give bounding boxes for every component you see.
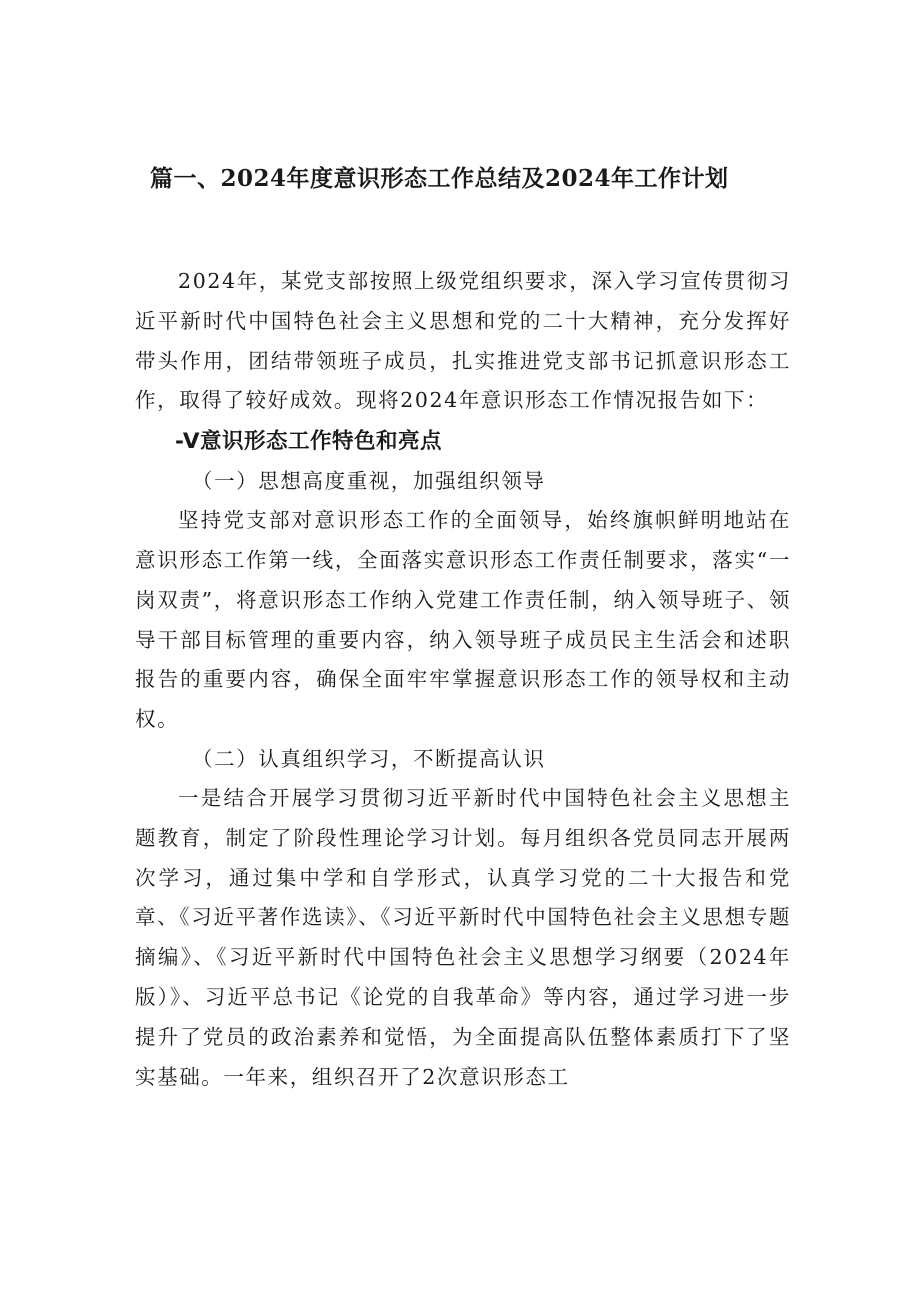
subsection-heading-2: （二）认真组织学习，不断提高认识 — [192, 746, 546, 771]
intro-paragraph: 2024年，某党支部按照上级党组织要求，深入学习宣传贯彻习近平新时代中国特色社会主义思想和党的二十大精神，充分发挥好带头作用，团结带领班子成员，扎实推进党支部书记抓意识形态工作，取得了较好成效。现将2024年意识形态工作情况报告如下： — [135, 269, 791, 413]
section-heading: -V意识形态工作特色和亮点 — [175, 429, 442, 455]
document-body — [135, 262, 791, 1097]
document-title: 篇一、2024年度意识形态工作总结及2024年工作计划 — [150, 165, 729, 192]
subsection-paragraph-1: 坚持党支部对意识形态工作的全面领导，始终旗帜鲜明地站在意识形态工作第一线，全面落实意识形态工作责任制要求，落实“一岗双责”，将意识形态工作纳入党建工作责任制，纳入领导班子、领导干部目标管理的重要内容，纳入领导班子成员民主生活会和述职报告的重要内容，确保全面牢牢掌握意识形态工作的领导权和主动权。 — [135, 508, 791, 732]
subsection-paragraph-2: 一是结合开展学习贯彻习近平新时代中国特色社会主义思想主题教育，制定了阶段性理论学习计划。每月组织各党员同志开展两次学习，通过集中学和自学形式，认真学习党的二十大报告和党章、《习近平著作选读》、《习近平新时代中国特色社会主义思想专题摘编》、《习近平新时代中国特色社会主义思想学习纲要（2024年版）》、习近平总书记《论党的自我革命》等内容，通过学习进一步提升了党员的政治素养和觉悟，为全面提高队伍整体素质打下了坚实基础。一年来，组织召开了2次意识形态工 — [135, 785, 791, 1089]
subsection-heading-1: （一）思想高度重视，加强组织领导 — [192, 469, 546, 494]
